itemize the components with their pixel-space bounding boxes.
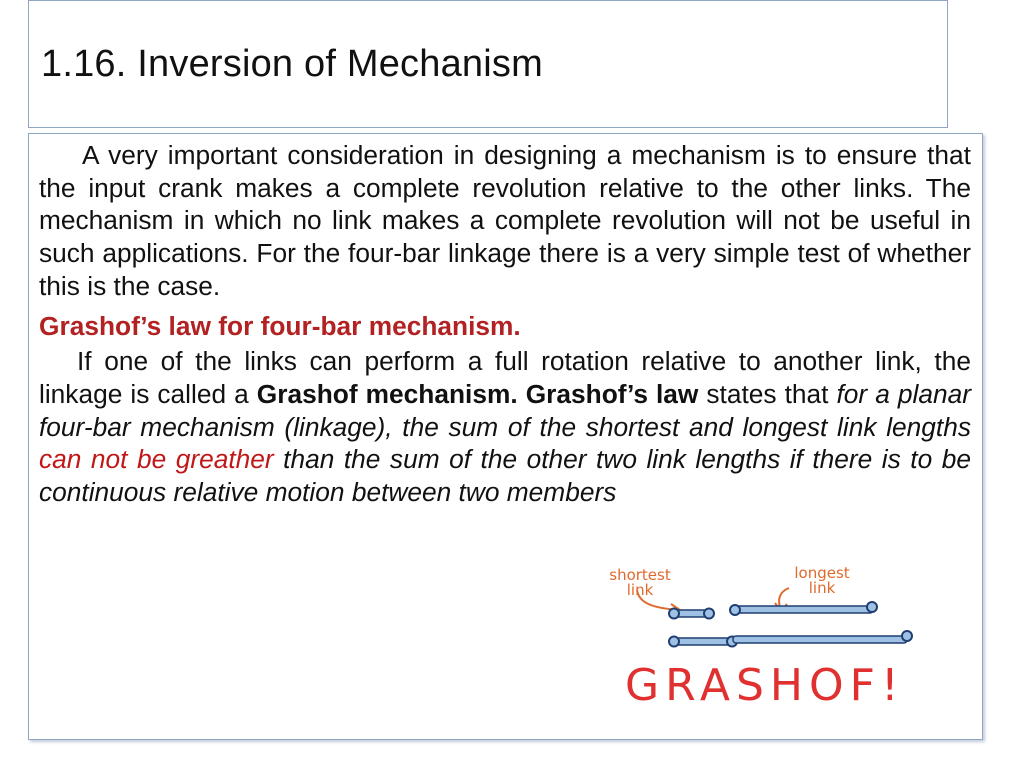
other-links (669, 631, 912, 647)
para2-red-italic: can not be greather (39, 444, 274, 475)
grashof-figure (567, 548, 972, 738)
title-box (28, 0, 948, 128)
grashof-caption: GRASHOF! (625, 660, 905, 711)
para2-text-2: states that (698, 378, 837, 409)
paragraph-grashof (39, 345, 971, 509)
para2-text-1: If one of the links can perform a full rotation relative to another link, the linkage is called a (39, 346, 971, 409)
paragraph-intro: A very important consideration in designing a mechanism is to ensure that the input crank makes a complete revolution relative to the other links. The mechanism in which no link makes a complete revolution will not be useful in such applications. For the four-bar linkage there is a very simple test of whether this is the case. (39, 140, 971, 301)
longest-label-line2: link (808, 579, 836, 597)
shortest-label-line2: link (626, 581, 654, 599)
para2-italic-1: for a planar four-bar mechanism (linkage), the sum of the shortest and longest link lengths (39, 378, 971, 442)
grashof-heading: Grashof’s law for four-bar mechanism. (39, 310, 521, 341)
para2-italic-2: than the sum of the other two link lengths if there is to be continuous relative motion between two members (39, 444, 971, 508)
longest-link (730, 602, 877, 615)
para2-bold: Grashof mechanism. Grashof’s law (256, 378, 699, 409)
longest-label-line1: longest (794, 564, 850, 582)
body-text (39, 139, 971, 509)
shortest-link (669, 609, 714, 619)
shortest-label-line1: shortest (609, 566, 671, 584)
shortest-arrow-icon (637, 590, 679, 610)
slide-title: 1.16. Inversion of Mechanism (41, 43, 543, 85)
